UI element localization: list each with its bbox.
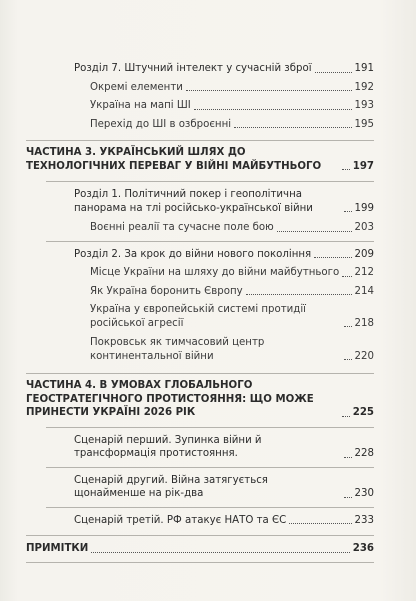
toc-entry	[54, 266, 374, 280]
section-divider	[46, 181, 374, 182]
toc-part-entry	[26, 542, 374, 556]
toc-entry-page: 218	[354, 317, 374, 329]
toc-entry-page: 220	[354, 350, 374, 362]
toc-leader	[342, 416, 350, 417]
toc-entry-title: Як Україна боронить Європу	[90, 285, 243, 297]
toc-entry-title: Розділ 1. Політичний покер і геополітична панорама на тлі російсько-української війни	[74, 189, 313, 214]
toc-entry	[54, 514, 374, 528]
toc-entry-title: Сценарій третій. РФ атакує НАТО та ЄС	[74, 514, 287, 526]
section-divider	[26, 140, 374, 141]
toc-leader	[277, 231, 352, 232]
toc-leader	[344, 497, 352, 498]
toc-entry-page: 228	[354, 448, 374, 459]
toc-leader	[344, 326, 352, 327]
toc-entry-title: Сценарій перший. Зупинка війни й трансформація протистояння.	[74, 434, 262, 459]
toc-entry	[54, 62, 374, 76]
toc-part-entry	[26, 379, 374, 420]
section-divider	[26, 562, 374, 563]
toc-leader	[344, 211, 352, 212]
toc-entry	[54, 285, 374, 299]
toc-entry	[54, 221, 374, 235]
toc-entry-page: 195	[354, 118, 374, 130]
toc-entry-title: Воєнні реалії та сучасне поле бою	[90, 222, 274, 233]
toc-entry	[54, 434, 374, 461]
toc-entry-title: Місце України на шляху до війни майбутнього	[90, 267, 340, 278]
toc-leader	[194, 109, 352, 110]
toc-entry-page: 203	[354, 222, 374, 233]
toc-leader	[91, 552, 349, 553]
toc-entry-title: Україна на мапі ШІ	[90, 100, 191, 111]
toc-entry	[54, 303, 374, 330]
toc-entry-page: 233	[354, 514, 374, 526]
toc-entry-title: Сценарій другий. Війна затягується щонайменше на рік-два	[74, 474, 268, 499]
toc-entry	[54, 81, 374, 95]
toc-leader	[344, 457, 352, 458]
toc-entry-title: Окремі елементи	[90, 81, 183, 93]
toc-entry-page: 191	[354, 63, 374, 74]
toc-part-entry	[26, 146, 374, 173]
toc-entry-title: ПРИМІТКИ	[26, 543, 89, 554]
section-divider	[46, 467, 374, 468]
toc-entry-title: Покровськ як тимчасовий центр континентальної війни	[90, 337, 265, 362]
toc-entry-title: Перехід до ШІ в озброєнні	[90, 118, 232, 130]
toc-entry	[54, 474, 374, 501]
section-divider	[26, 373, 374, 374]
toc-leader	[186, 90, 352, 91]
toc-entry-title: ЧАСТИНА 3. УКРАЇНСЬКИЙ ШЛЯХ ДО ТЕХНОЛОГІЧНИХ ПЕРЕВАГ У ВІЙНІ МАЙБУТНЬОГО	[26, 147, 322, 172]
toc-entry-page: 193	[354, 100, 374, 111]
toc-entry	[54, 118, 374, 132]
section-divider	[46, 241, 374, 242]
toc-entry-page: 197	[352, 160, 374, 172]
toc-entry	[54, 248, 374, 262]
toc-leader	[246, 294, 352, 295]
toc-entry-title: Розділ 2. За крок до війни нового покоління	[74, 248, 312, 260]
toc-leader	[314, 257, 351, 258]
toc-leader	[289, 523, 351, 524]
toc-entry-page: 209	[354, 248, 374, 260]
toc-leader	[234, 127, 351, 128]
toc-entry-title: Розділ 7. Штучний інтелект у сучасній зброї	[74, 63, 312, 74]
section-divider	[46, 427, 374, 428]
section-divider	[46, 507, 374, 508]
toc-entry-title: ЧАСТИНА 4. В УМОВАХ ГЛОБАЛЬНОГО ГЕОСТРАТЕГІЧНОГО ПРОТИСТОЯННЯ: ЩО МОЖЕ ПРИНЕСТИ УКРАЇНІ 2026 РІК	[26, 380, 314, 418]
table-of-contents	[26, 62, 374, 563]
toc-entry-page: 225	[352, 407, 374, 418]
toc-leader	[342, 276, 351, 277]
toc-entry	[54, 99, 374, 113]
toc-entry-page: 214	[354, 285, 374, 297]
toc-entry-page: 212	[354, 267, 374, 278]
toc-entry-page: 236	[352, 543, 374, 554]
toc-entry-page: 192	[354, 81, 374, 93]
toc-leader	[342, 169, 350, 170]
toc-entry-page: 230	[354, 488, 374, 499]
toc-entry-page: 199	[354, 202, 374, 214]
toc-entry-title: Україна у європейській системі протидії російської агресії	[90, 304, 307, 329]
toc-entry	[54, 188, 374, 215]
toc-leader	[315, 72, 352, 73]
section-divider	[26, 535, 374, 536]
toc-entry	[54, 336, 374, 363]
toc-leader	[344, 359, 352, 360]
